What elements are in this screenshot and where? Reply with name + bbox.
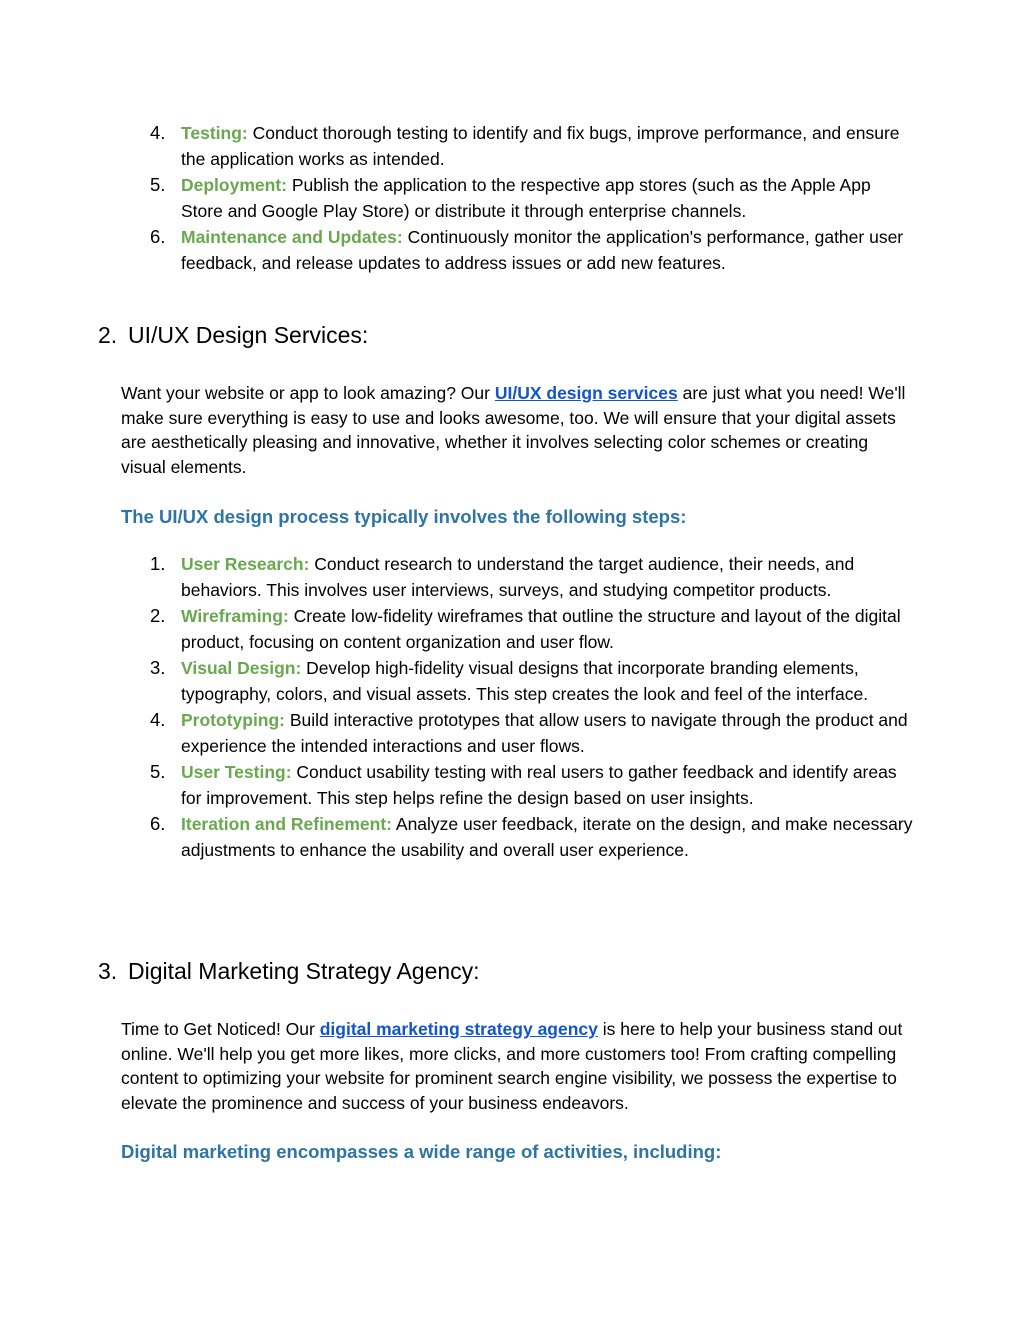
list-item [0,551,1024,603]
section-title: Digital Marketing Strategy Agency: [128,958,480,984]
list-text: Develop high-fidelity visual designs that incorporate branding elements, typography, colors, and visual assets. This step creates the look and feel of the interface. [181,658,869,704]
list-item [0,120,1024,172]
list-term: Visual Design: [181,658,302,678]
list-number: 1. [150,553,166,574]
list-number: 3. [150,657,166,678]
uiux-steps-list [0,551,1024,863]
app-development-steps-list [0,120,1024,276]
paragraph-text: Time to Get Noticed! Our [121,1019,320,1039]
digital-marketing-intro-paragraph [121,1017,911,1115]
section-number: 3. [98,958,118,984]
uiux-process-subheading: The UI/UX design process typically involves the following steps: [121,506,687,527]
list-item [0,655,1024,707]
digital-marketing-subheading: Digital marketing encompasses a wide range of activities, including: [121,1141,722,1162]
list-term: User Research: [181,554,310,574]
section-heading-digital-marketing [98,956,480,986]
paragraph-text: is here to help your business stand out online. We'll help you get more likes, more clicks, and more customers too! From crafting compelling content to optimizing your website for prominent search engine visibility, we possess the expertise to elevate the prominence and success of your business endeavors. [121,1019,903,1113]
list-number: 4. [150,122,166,143]
list-term: Maintenance and Updates: [181,227,403,247]
list-text: Build interactive prototypes that allow users to navigate through the product and experience the intended interactions and user flows. [181,710,908,756]
list-text: Conduct usability testing with real users to gather feedback and identify areas for improvement. This step helps refine the design based on user insights. [181,762,897,808]
list-term: Testing: [181,123,248,143]
list-item [0,759,1024,811]
list-number: 4. [150,709,166,730]
list-term: Deployment: [181,175,287,195]
list-number: 5. [150,174,166,195]
list-text: Continuously monitor the application's performance, gather user feedback, and release updates to address issues or add new features. [181,227,904,273]
list-term: Iteration and Refinement: [181,814,392,834]
list-text: Conduct research to understand the target audience, their needs, and behaviors. This involves user interviews, surveys, and studying competitor products. [181,554,855,600]
list-text: Conduct thorough testing to identify and fix bugs, improve performance, and ensure the application works as intended. [181,123,900,169]
list-item [0,224,1024,276]
list-text: Analyze user feedback, iterate on the design, and make necessary adjustments to enhance the usability and overall user experience. [181,814,913,860]
list-term: Prototyping: [181,710,286,730]
list-term: Wireframing: [181,606,289,626]
list-number: 6. [150,813,166,834]
list-text: Create low-fidelity wireframes that outline the structure and layout of the digital product, focusing on content organization and user flow. [181,606,901,652]
section-heading-uiux [98,320,368,350]
list-item [0,172,1024,224]
list-number: 6. [150,226,166,247]
paragraph-text: Want your website or app to look amazing? Our [121,383,495,403]
list-number: 5. [150,761,166,782]
section-number: 2. [98,322,118,348]
digital-marketing-strategy-agency-link[interactable]: digital marketing strategy agency [319,1019,598,1039]
list-text: Publish the application to the respective app stores (such as the Apple App Store and Google Play Store) or distribute it through enterprise channels. [181,175,871,221]
list-term: User Testing: [181,762,292,782]
list-item [0,811,1024,863]
uiux-design-services-link[interactable]: UI/UX design services [494,383,678,403]
section-title: UI/UX Design Services: [128,322,369,348]
list-item [0,603,1024,655]
list-item [0,707,1024,759]
paragraph-text: are just what you need! We'll make sure everything is easy to use and looks awesome, too. We will ensure that your digital assets are aesthetically pleasing and innovative, whether it involves selecting color schemes or creating visual elements. [121,383,906,477]
uiux-intro-paragraph [121,381,911,479]
list-number: 2. [150,605,166,626]
